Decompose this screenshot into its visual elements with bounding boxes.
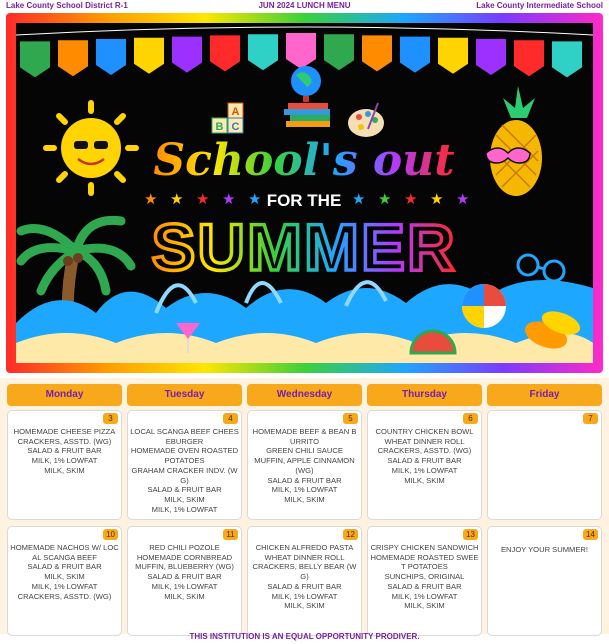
day-cell (127, 410, 242, 520)
day-cell (367, 526, 482, 636)
menu-item: MILK, 1% LOWFAT (391, 465, 458, 475)
menu-item: CRACKERS, BELLY BEAR (WG) (252, 562, 357, 582)
date-badge: 14 (583, 529, 598, 540)
menu-item: ENJOY YOUR SUMMER! (500, 545, 589, 554)
sun-icon (46, 103, 136, 193)
day-header-monday: Monday (7, 384, 122, 406)
menu-item: SALAD & FRUIT BAR (147, 485, 222, 495)
bunting-flag (476, 39, 506, 75)
menu-item: WHEAT DINNER ROLL (384, 436, 465, 446)
menu-item: MILK, 1% LOWFAT (271, 485, 338, 495)
day-header-friday: Friday (487, 384, 602, 406)
paint-palette-icon (348, 103, 384, 137)
bunting-flag (172, 37, 202, 73)
bunting-flag (58, 40, 88, 76)
star-icon: ★ (430, 190, 444, 208)
day-cell (247, 410, 362, 520)
banner-summer-word: SUMMER (151, 210, 457, 284)
menu-item: LOCAL SCANGA BEEF CHEESEBURGER (130, 427, 239, 446)
bunting-flag (248, 34, 278, 70)
menu-item: MILK, 1% LOWFAT (151, 581, 218, 591)
menu-item: MILK, 1% LOWFAT (31, 456, 98, 466)
day-cell (7, 410, 122, 520)
equal-opportunity-notice: THIS INSTITUTION IS AN EQUAL OPPORTUNITY PRODIVER. (189, 632, 420, 641)
menu-item: HOMEMADE BEEF & BEAN BURRITO (252, 427, 357, 446)
menu-items (10, 427, 119, 476)
menu-item: CHICKEN ALFREDO PASTA (255, 543, 354, 552)
globe-books-icon (284, 66, 330, 127)
date-badge: 11 (223, 529, 238, 540)
day-header-thursday: Thursday (367, 384, 482, 406)
menu-items (250, 427, 359, 505)
bunting-flag (362, 35, 392, 71)
bunting-flag (324, 34, 354, 70)
abc-blocks-icon (212, 103, 243, 133)
menu-item: HOMEMADE CHEESE PIZZA (13, 427, 116, 436)
banner-headline: School's out (153, 135, 455, 186)
menu-item: SALAD & FRUIT BAR (267, 581, 342, 591)
block-letter: B (215, 121, 224, 133)
day-cell (487, 410, 602, 520)
bunting-flag (210, 35, 240, 71)
day-cell (247, 526, 362, 636)
bunting-flag (552, 41, 582, 77)
menu-item: MILK, 1% LOWFAT (271, 591, 338, 601)
block-letter: A (231, 106, 240, 118)
menu-item: HOMEMADE NACHOS W/ LOCAL SCANGA BEEF (10, 543, 119, 562)
star-icon: ★ (352, 190, 366, 208)
menu-item: SALAD & FRUIT BAR (27, 562, 102, 572)
header-bar (0, 0, 609, 12)
menu-item: SALAD & FRUIT BAR (267, 475, 342, 485)
district-name: Lake County School District R-1 (6, 1, 128, 10)
pineapple-icon (486, 86, 542, 196)
menu-item: SALAD & FRUIT BAR (387, 456, 462, 466)
date-badge: 5 (343, 413, 358, 424)
menu-item: MILK, SKIM (404, 601, 445, 611)
summer-banner (6, 13, 603, 373)
menu-items (370, 427, 479, 485)
star-icon: ★ (404, 190, 418, 208)
date-badge: 10 (103, 529, 118, 540)
day-header-tuesday: Tuesday (127, 384, 242, 406)
star-icon: ★ (222, 190, 236, 208)
menu-item: CRISPY CHICKEN SANDWICH (370, 543, 479, 552)
day-cell (487, 526, 602, 636)
menu-item: GRAHAM CRACKER INDV. (WG) (131, 465, 238, 485)
bunting-flag (96, 39, 126, 75)
menu-items (130, 543, 239, 601)
menu-item: MILK, SKIM (284, 494, 325, 504)
menu-item: MILK, SKIM (44, 465, 85, 475)
menu-item: MUFFIN, BLUEBERRY (WG) (135, 562, 234, 572)
menu-item: SUNCHIPS, ORIGINAL (384, 572, 465, 582)
school-name: Lake County Intermediate School (476, 1, 603, 10)
star-icon: ★ (170, 190, 184, 208)
menu-item: CRACKERS, ASSTD. (WG) (377, 446, 472, 456)
date-badge: 7 (583, 413, 598, 424)
date-badge: 6 (463, 413, 478, 424)
menu-item: WHEAT DINNER ROLL (264, 552, 345, 562)
menu-item: SALAD & FRUIT BAR (387, 581, 462, 591)
menu-items (490, 545, 599, 555)
sunglasses-icon (518, 255, 564, 281)
date-badge: 12 (343, 529, 358, 540)
menu-item: MILK, SKIM (284, 601, 325, 611)
day-cell (7, 526, 122, 636)
menu-item: MILK, SKIM (44, 572, 85, 582)
menu-item: HOMEMADE ROASTED SWEET POTATOES (370, 552, 479, 572)
menu-item: MILK, 1% LOWFAT (391, 591, 458, 601)
menu-item: MILK, 1% LOWFAT (31, 581, 98, 591)
bunting-flag (20, 41, 50, 77)
date-badge: 13 (463, 529, 478, 540)
bunting-flag (286, 33, 316, 69)
bunting-flag (400, 37, 430, 73)
day-cell (367, 410, 482, 520)
star-icon: ★ (144, 190, 158, 208)
menu-item: MUFFIN, APPLE CINNAMON (WG) (254, 456, 355, 475)
menu-item: HOMEMADE CORNBREAD (136, 552, 233, 562)
date-badge: 4 (223, 413, 238, 424)
menu-item: SALAD & FRUIT BAR (27, 446, 102, 456)
bunting-flag (134, 38, 164, 74)
star-icon: ★ (196, 190, 210, 208)
menu-item: RED CHILI POZOLE (149, 543, 220, 552)
date-badge: 3 (103, 413, 118, 424)
block-letter: C (231, 121, 240, 133)
menu-item: COUNTRY CHICKEN BOWL (375, 427, 474, 436)
menu-item: SALAD & FRUIT BAR (147, 572, 222, 582)
lunch-calendar (0, 378, 609, 634)
menu-item: CRACKERS, ASSTD. (WG) (17, 436, 112, 446)
menu-items (10, 543, 119, 601)
menu-item: GREEN CHILI SAUCE (266, 446, 343, 456)
menu-item: MILK, 1% LOWFAT (151, 504, 218, 514)
menu-title: JUN 2024 LUNCH MENU (258, 1, 351, 10)
banner-subheadline: FOR THE (266, 191, 342, 210)
banner-illustration (16, 23, 593, 363)
menu-item: MILK, SKIM (164, 591, 205, 601)
star-icon: ★ (456, 190, 470, 208)
menu-items (370, 543, 479, 611)
banner-artwork (16, 23, 593, 363)
day-cell (127, 526, 242, 636)
menu-item: MILK, SKIM (164, 494, 205, 504)
menu-item: HOMEMADE OVEN ROASTED POTATOES (130, 446, 239, 466)
menu-item: CRACKERS, ASSTD. (WG) (17, 591, 112, 601)
bunting-flag (514, 40, 544, 76)
star-icon: ★ (378, 190, 392, 208)
bunting-flag (438, 38, 468, 74)
star-icon: ★ (248, 190, 262, 208)
menu-items (250, 543, 359, 611)
menu-items (130, 427, 239, 514)
menu-item: MILK, SKIM (404, 475, 445, 485)
day-header-wednesday: Wednesday (247, 384, 362, 406)
beach-ball-icon (462, 284, 506, 328)
